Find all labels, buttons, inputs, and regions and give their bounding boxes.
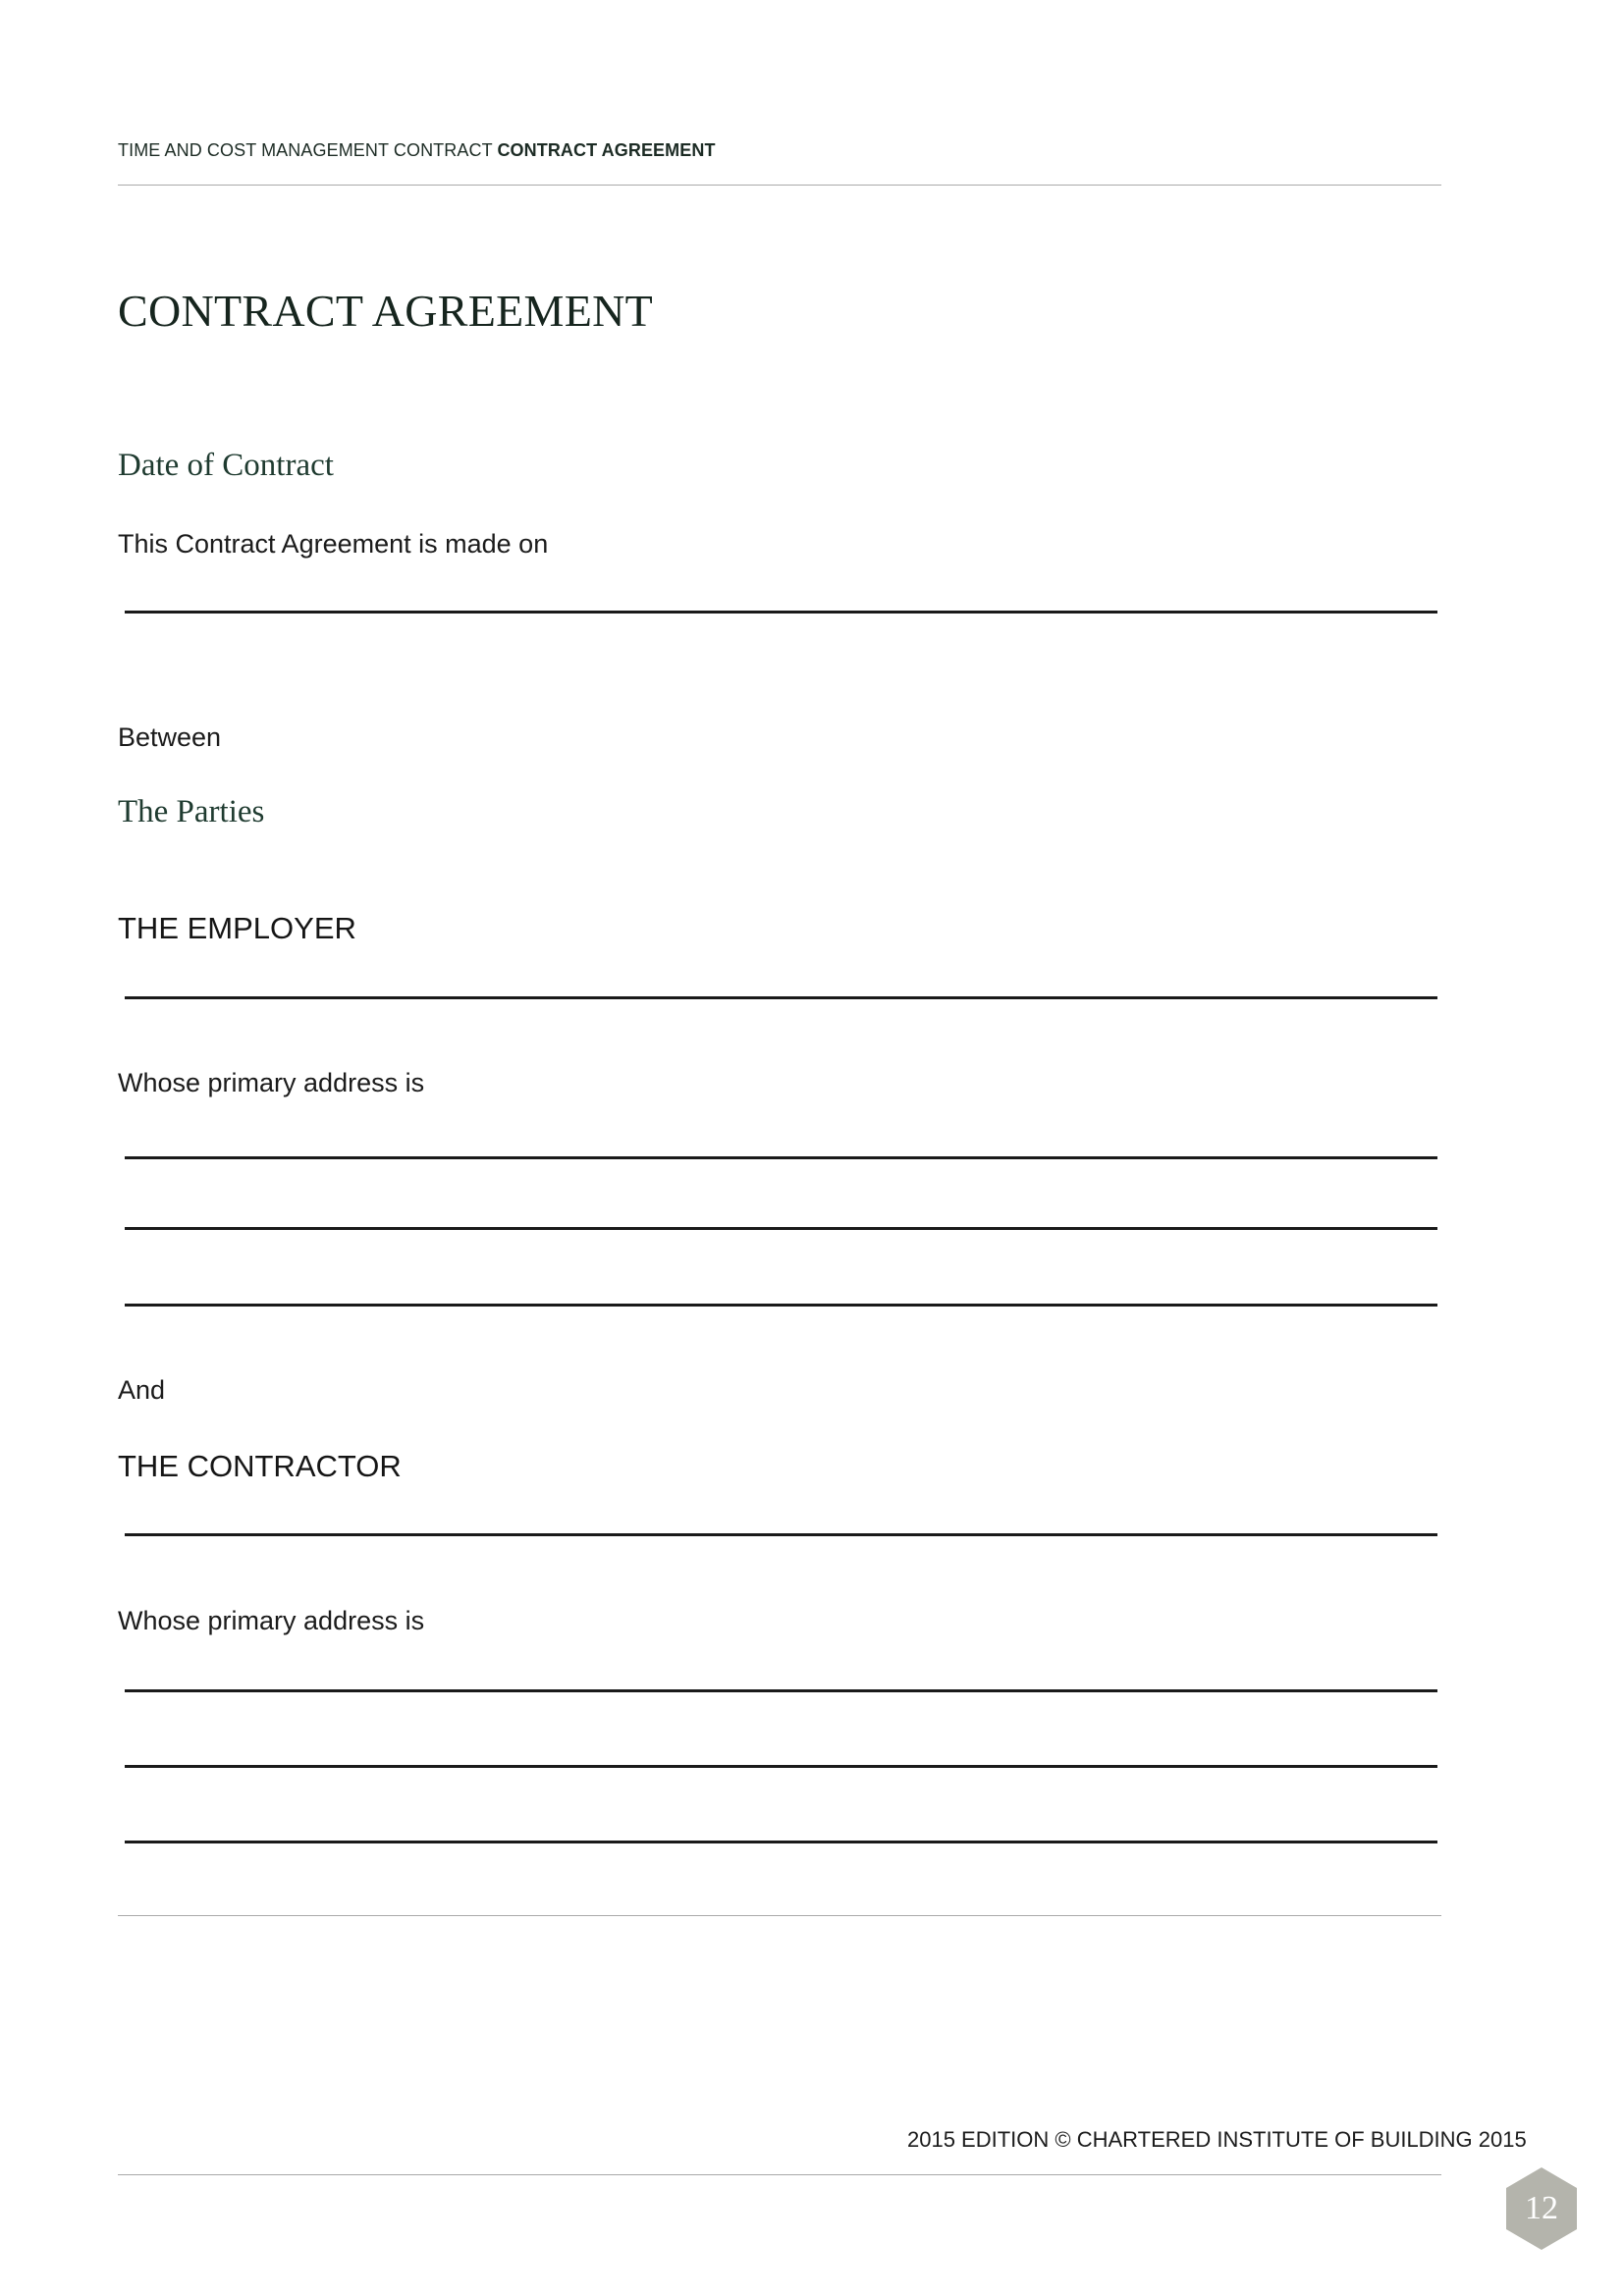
page-number-badge (1504, 2166, 1579, 2251)
header-divider (118, 185, 1441, 186)
and-text: And (118, 1375, 166, 1405)
employer-label: THE EMPLOYER (118, 911, 356, 945)
running-header-section: CONTRACT AGREEMENT (497, 140, 716, 160)
running-header (118, 140, 716, 161)
between-text: Between (118, 722, 222, 752)
footer-divider (118, 2174, 1441, 2175)
made-on-text: This Contract Agreement is made on (118, 529, 549, 559)
employer-name-field[interactable] (125, 996, 1437, 999)
contractor-label: THE CONTRACTOR (118, 1449, 402, 1483)
employer-address-line-1[interactable] (125, 1156, 1437, 1159)
contractor-address-line-1[interactable] (125, 1689, 1437, 1692)
contractor-name-field[interactable] (125, 1533, 1437, 1536)
date-of-contract-heading: Date of Contract (118, 448, 334, 483)
employer-address-line-2[interactable] (125, 1227, 1437, 1230)
employer-address-line-3[interactable] (125, 1304, 1437, 1307)
page-title: CONTRACT AGREEMENT (118, 286, 654, 336)
content-end-divider (118, 1915, 1441, 1916)
contract-date-field[interactable] (125, 611, 1437, 614)
footer-edition-text: 2015 EDITION © CHARTERED INSTITUTE OF BUILDING 2015 (907, 2127, 1527, 2152)
employer-address-label: Whose primary address is (118, 1068, 425, 1097)
contractor-address-line-2[interactable] (125, 1765, 1437, 1768)
contractor-address-line-3[interactable] (125, 1841, 1437, 1843)
running-header-series: TIME AND COST MANAGEMENT CONTRACT (118, 140, 498, 160)
page-number: 12 (1525, 2190, 1558, 2226)
contractor-address-label: Whose primary address is (118, 1606, 425, 1635)
parties-heading: The Parties (118, 794, 265, 829)
